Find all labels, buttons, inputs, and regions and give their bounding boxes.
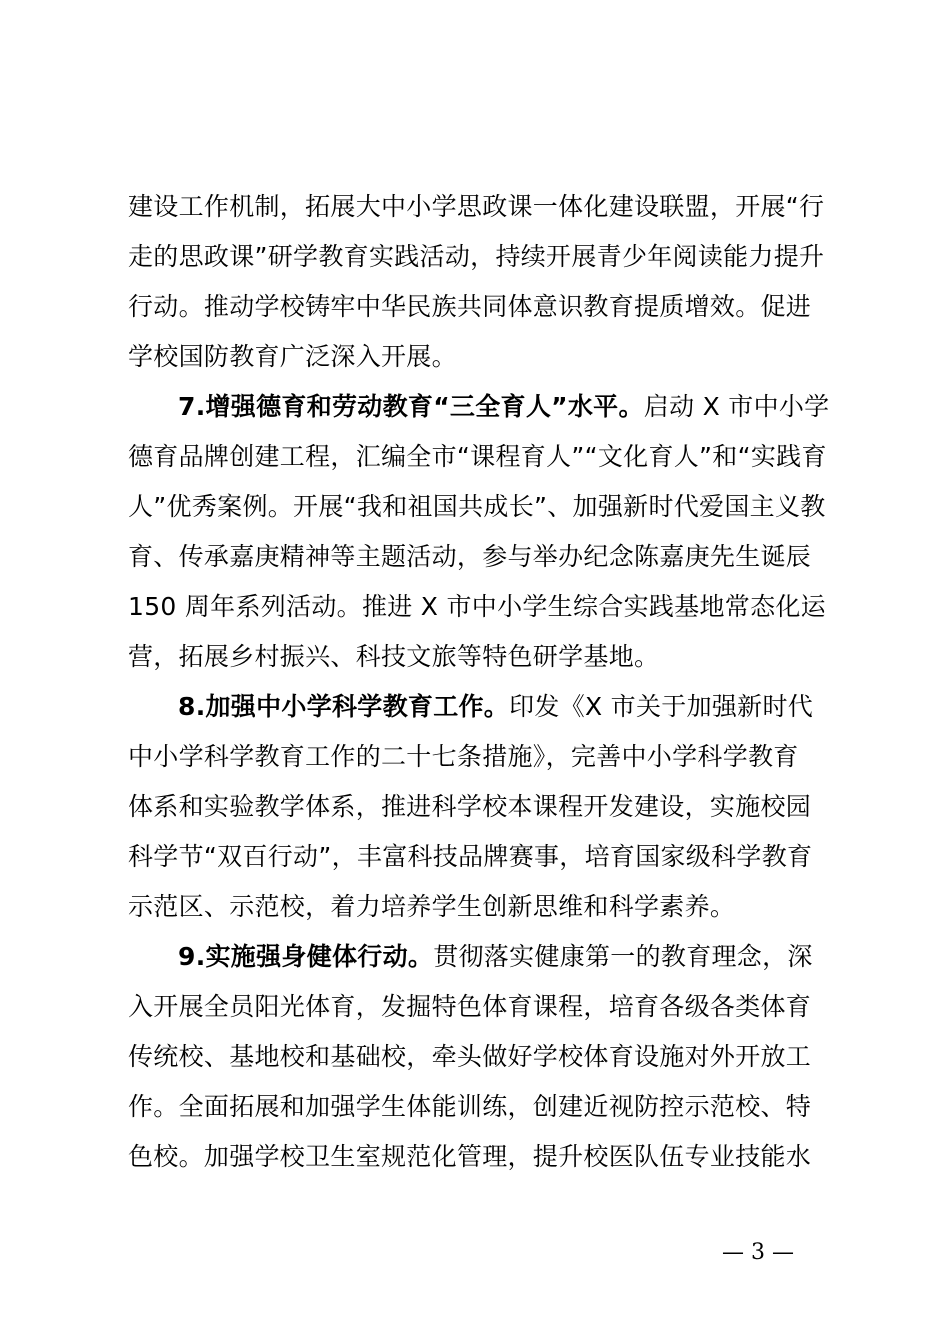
body-line: 育、传承嘉庚精神等主题活动，参与举办纪念陈嘉庚先生诞辰 [128, 542, 812, 571]
body-line: 建设工作机制，拓展大中小学思政课一体化建设联盟，开展“行 [128, 192, 825, 221]
section-9-text: 贯彻落实健康第一的教育理念，深 [433, 942, 813, 971]
body-line: 科学节“双百行动”，丰富科技品牌赛事，培育国家级科学教育 [128, 842, 813, 871]
body-line: 传统校、基地校和基础校，牵头做好学校体育设施对外开放工 [128, 1042, 812, 1071]
body-line: 中小学科学教育工作的二十七条措施》，完善中小学科学教育 [128, 742, 799, 771]
section-9-first-line [178, 940, 813, 974]
body-line: 作。全面拓展和加强学生体能训练，创建近视防控示范校、特 [128, 1092, 812, 1121]
body-line: 学校国防教育广泛深入开展。 [128, 342, 457, 371]
section-7-text: 启动 X 市中小学 [643, 392, 830, 421]
body-line: 走的思政课”研学教育实践活动，持续开展青少年阅读能力提升 [128, 242, 825, 271]
body-line: 营，拓展乡村振兴、科技文旅等特色研学基地。 [128, 642, 660, 671]
body-line: 德育品牌创建工程，汇编全市“课程育人”“文化育人”和“实践育 [128, 442, 827, 471]
section-8-first-line [178, 690, 813, 724]
body-line: 人”优秀案例。开展“我和祖国共成长”、加强新时代爱国主义教 [128, 492, 826, 521]
body-line: 行动。推动学校铸牢中华民族共同体意识教育提质增效。促进 [128, 292, 812, 321]
body-line: 色校。加强学校卫生室规范化管理，提升校医队伍专业技能水 [128, 1142, 812, 1171]
section-9-heading: 9.实施强身健体行动。 [178, 942, 434, 971]
body-line: 示范区、示范校，着力培养学生创新思维和科学素养。 [128, 892, 736, 921]
section-8-text: 印发《X 市关于加强新时代 [509, 692, 814, 721]
body-line: 入开展全员阳光体育，发掘特色体育课程，培育各级各类体育 [128, 992, 812, 1021]
body-line: 150 周年系列活动。推进 X 市中小学生综合实践基地常态化运 [128, 592, 826, 621]
section-7-heading: 7.增强德育和劳动教育“三全育人”水平。 [178, 392, 644, 421]
body-line: 体系和实验教学体系，推进科学校本课程开发建设，实施校园 [128, 792, 812, 821]
page-number: — 3 — [722, 1240, 794, 1265]
section-7-first-line [178, 390, 830, 424]
section-8-heading: 8.加强中小学科学教育工作。 [178, 692, 510, 721]
